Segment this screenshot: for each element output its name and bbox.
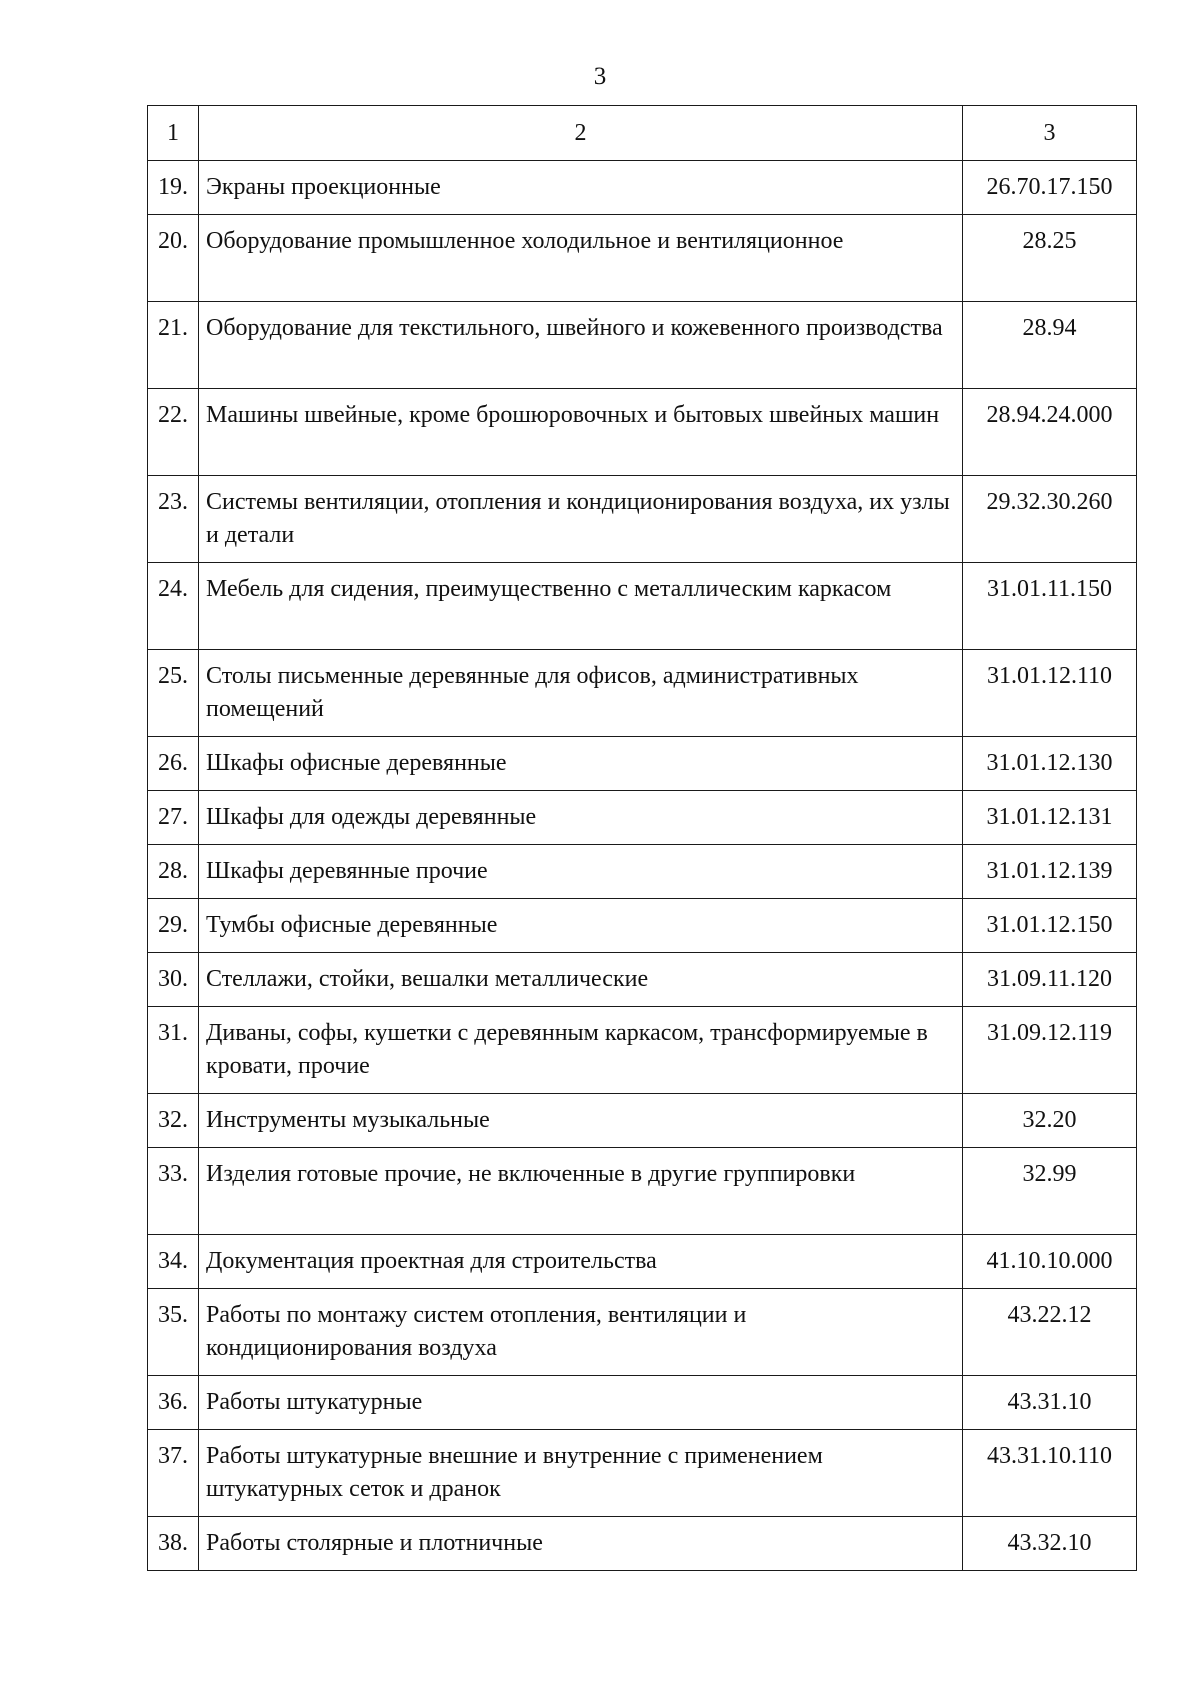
row-name: Изделия готовые прочие, не включенные в другие группировки [199, 1148, 963, 1235]
table-row [148, 302, 1137, 389]
table-row [148, 1007, 1137, 1094]
table-row [148, 389, 1137, 476]
row-number: 33. [148, 1148, 199, 1235]
table-row [148, 1094, 1137, 1148]
row-name: Оборудование для текстильного, швейного и кожевенного производства [199, 302, 963, 389]
table-row [148, 845, 1137, 899]
table-row [148, 1148, 1137, 1235]
row-code: 31.01.12.139 [963, 845, 1137, 899]
row-name: Системы вентиляции, отопления и кондиционирования воздуха, их узлы и детали [199, 476, 963, 563]
row-code: 28.94 [963, 302, 1137, 389]
row-name: Работы штукатурные [199, 1376, 963, 1430]
row-name: Шкафы офисные деревянные [199, 737, 963, 791]
table-row [148, 215, 1137, 302]
row-number: 26. [148, 737, 199, 791]
codes-table [147, 105, 1137, 1571]
row-code: 28.25 [963, 215, 1137, 302]
row-name: Экраны проекционные [199, 161, 963, 215]
row-name: Работы столярные и плотничные [199, 1517, 963, 1571]
row-number: 20. [148, 215, 199, 302]
column-header-2: 2 [199, 106, 963, 161]
row-code: 43.31.10 [963, 1376, 1137, 1430]
page-number: 3 [593, 63, 607, 90]
table-row [148, 161, 1137, 215]
row-number: 29. [148, 899, 199, 953]
row-number: 24. [148, 563, 199, 650]
row-number: 21. [148, 302, 199, 389]
row-number: 34. [148, 1235, 199, 1289]
row-code: 41.10.10.000 [963, 1235, 1137, 1289]
row-name: Машины швейные, кроме брошюровочных и бытовых швейных машин [199, 389, 963, 476]
row-code: 31.01.12.150 [963, 899, 1137, 953]
table-row [148, 1235, 1137, 1289]
row-number: 23. [148, 476, 199, 563]
row-name: Работы по монтажу систем отопления, вентиляции и кондиционирования воздуха [199, 1289, 963, 1376]
row-code: 32.20 [963, 1094, 1137, 1148]
row-name: Мебель для сидения, преимущественно с металлическим каркасом [199, 563, 963, 650]
row-code: 31.01.12.110 [963, 650, 1137, 737]
row-name: Диваны, софы, кушетки с деревянным каркасом, трансформируемые в кровати, прочие [199, 1007, 963, 1094]
row-name: Тумбы офисные деревянные [199, 899, 963, 953]
row-name: Документация проектная для строительства [199, 1235, 963, 1289]
row-code: 31.09.11.120 [963, 953, 1137, 1007]
row-code: 43.32.10 [963, 1517, 1137, 1571]
row-code: 31.01.12.130 [963, 737, 1137, 791]
row-number: 28. [148, 845, 199, 899]
table-row [148, 953, 1137, 1007]
row-number: 27. [148, 791, 199, 845]
table-row [148, 791, 1137, 845]
row-name: Работы штукатурные внешние и внутренние с применением штукатурных сеток и дранок [199, 1430, 963, 1517]
row-number: 30. [148, 953, 199, 1007]
row-number: 37. [148, 1430, 199, 1517]
table-header-row [148, 106, 1137, 161]
row-code: 29.32.30.260 [963, 476, 1137, 563]
row-code: 31.01.12.131 [963, 791, 1137, 845]
table-row [148, 563, 1137, 650]
table-row [148, 476, 1137, 563]
table-row [148, 1430, 1137, 1517]
row-code: 43.22.12 [963, 1289, 1137, 1376]
row-number: 38. [148, 1517, 199, 1571]
row-number: 19. [148, 161, 199, 215]
row-name: Стеллажи, стойки, вешалки металлические [199, 953, 963, 1007]
row-name: Инструменты музыкальные [199, 1094, 963, 1148]
row-number: 35. [148, 1289, 199, 1376]
row-name: Шкафы для одежды деревянные [199, 791, 963, 845]
column-header-1: 1 [148, 106, 199, 161]
table-row [148, 1517, 1137, 1571]
table-row [148, 899, 1137, 953]
row-code: 31.01.11.150 [963, 563, 1137, 650]
row-number: 22. [148, 389, 199, 476]
row-name: Столы письменные деревянные для офисов, административных помещений [199, 650, 963, 737]
row-code: 43.31.10.110 [963, 1430, 1137, 1517]
table-row [148, 737, 1137, 791]
row-name: Шкафы деревянные прочие [199, 845, 963, 899]
row-number: 32. [148, 1094, 199, 1148]
table-row [148, 1289, 1137, 1376]
row-code: 26.70.17.150 [963, 161, 1137, 215]
column-header-3: 3 [963, 106, 1137, 161]
row-number: 36. [148, 1376, 199, 1430]
table-row [148, 650, 1137, 737]
row-number: 25. [148, 650, 199, 737]
row-code: 31.09.12.119 [963, 1007, 1137, 1094]
row-code: 32.99 [963, 1148, 1137, 1235]
row-name: Оборудование промышленное холодильное и вентиляционное [199, 215, 963, 302]
row-code: 28.94.24.000 [963, 389, 1137, 476]
row-number: 31. [148, 1007, 199, 1094]
table-row [148, 1376, 1137, 1430]
